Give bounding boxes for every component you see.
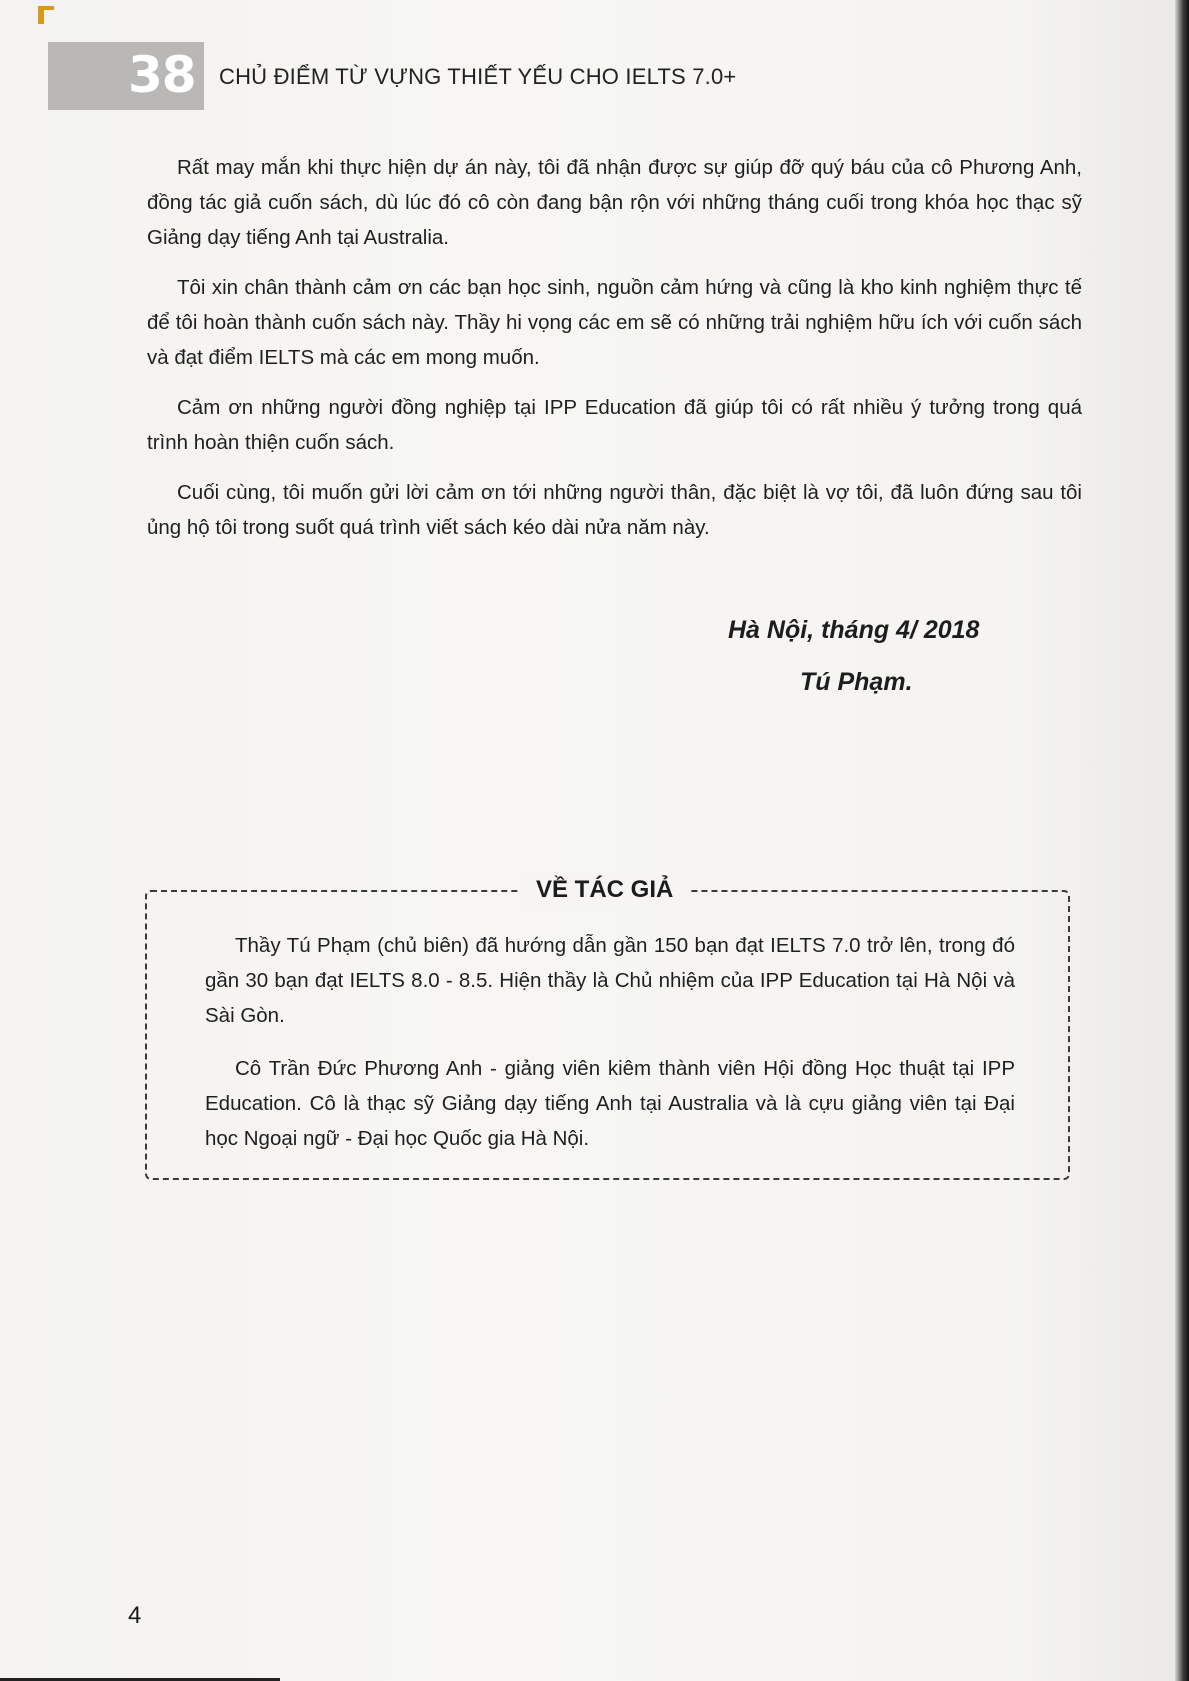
corner-mark bbox=[38, 6, 44, 24]
page-edge-right bbox=[1175, 0, 1189, 1681]
page-number: 4 bbox=[128, 1602, 142, 1629]
about-author-title: VỀ TÁC GIẢ bbox=[520, 873, 689, 907]
about-paragraph: Cô Trần Đức Phương Anh - giảng viên kiêm thành viên Hội đồng Học thuật tại IPP Education. Cô là thạc sỹ Giảng dạy tiếng Anh tại Australia và là cựu giảng viên tại Đại học Ngoại ngữ - Đại học Quốc gia Hà Nội. bbox=[205, 1057, 1015, 1150]
body-paragraph: Cảm ơn những người đồng nghiệp tại IPP Education đã giúp tôi có rất nhiều ý tưởng trong quá trình hoàn thiện cuốn sách. bbox=[147, 396, 1082, 454]
body-paragraph: Tôi xin chân thành cảm ơn các bạn học sinh, nguồn cảm hứng và cũng là kho kinh nghiệm thực tế để tôi hoàn thành cuốn sách này. Thầy hi vọng các em sẽ có những trải nghiệm hữu ích với cuốn sách và đạt điểm IELTS mà các em mong muốn. bbox=[147, 276, 1082, 369]
body-paragraph: Rất may mắn khi thực hiện dự án này, tôi đã nhận được sự giúp đỡ quý báu của cô Phương Anh, đồng tác giả cuốn sách, dù lúc đó cô còn đang bận rộn với những tháng cuối trong khóa học thạc sỹ Giảng dạy tiếng Anh tại Australia. bbox=[147, 156, 1082, 249]
body-paragraph: Cuối cùng, tôi muốn gửi lời cảm ơn tới những người thân, đặc biệt là vợ tôi, đã luôn đứng sau tôi ủng hộ tôi trong suốt quá trình viết sách kéo dài nửa năm này. bbox=[147, 481, 1082, 539]
acknowledgement-text bbox=[147, 150, 1082, 560]
chapter-title: CHỦ ĐIỂM TỪ VỰNG THIẾT YẾU CHO IELTS 7.0+ bbox=[219, 64, 737, 89]
signature-author: Tú Phạm. bbox=[800, 668, 913, 696]
chapter-number: 38 bbox=[128, 46, 196, 104]
about-paragraph: Thầy Tú Phạm (chủ biên) đã hướng dẫn gần 150 bạn đạt IELTS 7.0 trở lên, trong đó gần 30 bạn đạt IELTS 8.0 - 8.5. Hiện thầy là Chủ nhiệm của IPP Education tại Hà Nội và Sài Gòn. bbox=[205, 934, 1015, 1027]
signature-place-date: Hà Nội, tháng 4/ 2018 bbox=[728, 616, 980, 644]
about-author-text bbox=[205, 928, 1015, 1174]
